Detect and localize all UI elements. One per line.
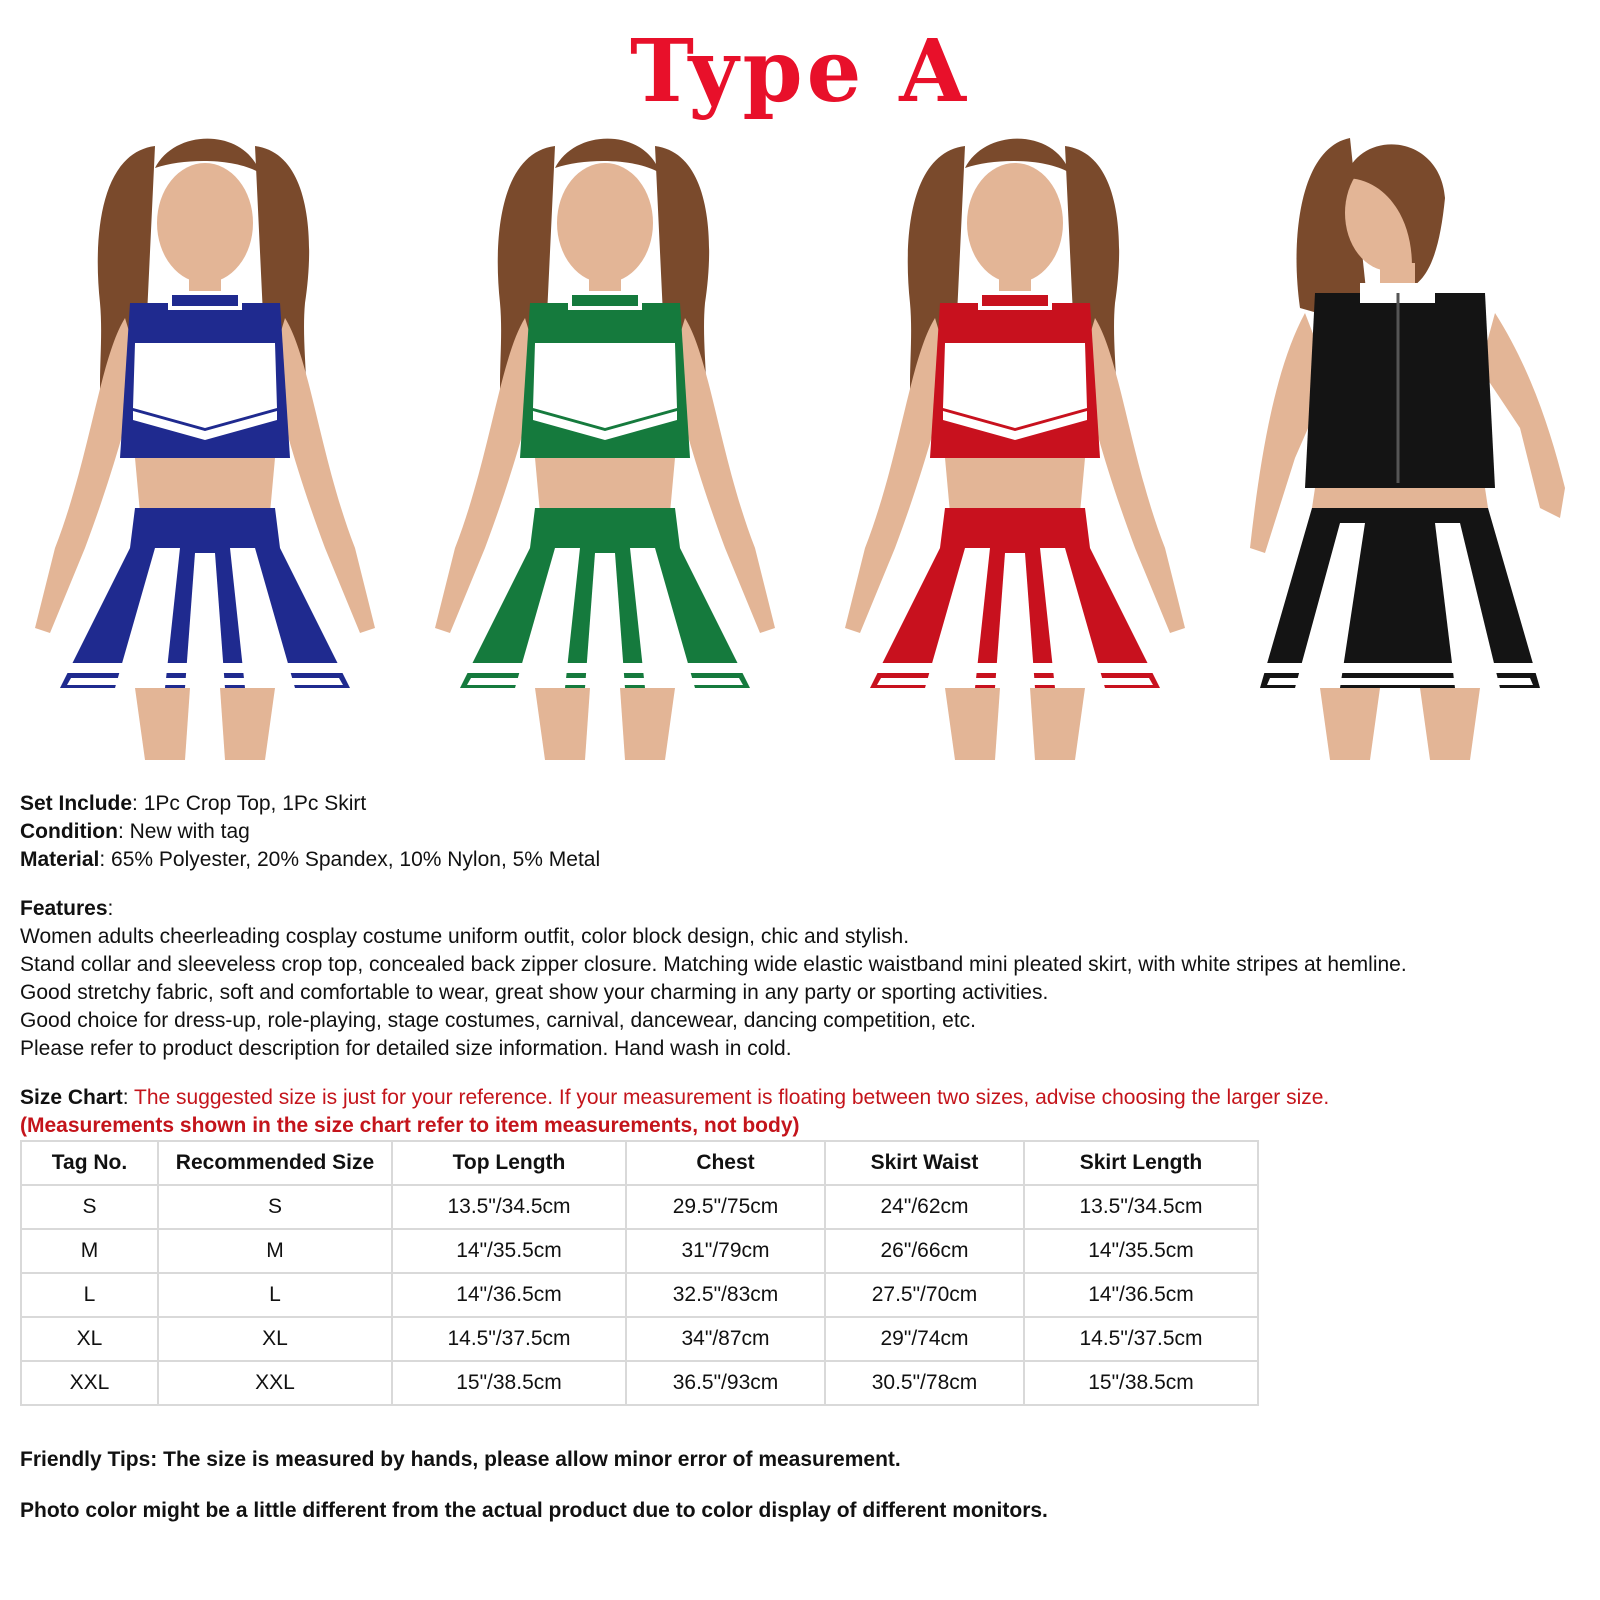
- features-label: Features: [20, 897, 108, 920]
- product-photo-blue: [0, 128, 410, 760]
- table-cell: 14.5"/37.5cm: [1024, 1317, 1258, 1361]
- table-cell: 14"/36.5cm: [392, 1273, 626, 1317]
- table-row: [21, 1361, 1258, 1405]
- features-colon: :: [107, 897, 114, 920]
- col-header-top-length: Top Length: [392, 1141, 626, 1185]
- size-chart-measurement-note: (Measurements shown in the size chart refer to item measurements, not body): [20, 1114, 800, 1137]
- table-cell: XL: [21, 1317, 158, 1361]
- size-chart-heading: [20, 1084, 1407, 1112]
- table-cell: XXL: [158, 1361, 392, 1405]
- feature-line: Good stretchy fabric, soft and comfortable to wear, great show your charming in any party or sporting activities.: [20, 981, 1049, 1004]
- table-cell: XL: [158, 1317, 392, 1361]
- table-cell: L: [158, 1273, 392, 1317]
- table-cell: 36.5"/93cm: [626, 1361, 825, 1405]
- table-cell: 34"/87cm: [626, 1317, 825, 1361]
- table-cell: S: [158, 1185, 392, 1229]
- col-header-skirt-length: Skirt Length: [1024, 1141, 1258, 1185]
- table-cell: 29"/74cm: [825, 1317, 1024, 1361]
- condition-line: [20, 818, 1407, 846]
- table-cell: 13.5"/34.5cm: [1024, 1185, 1258, 1229]
- model-figure-blue: [0, 128, 410, 760]
- table-cell: 31"/79cm: [626, 1229, 825, 1273]
- table-row: [21, 1317, 1258, 1361]
- set-include-label: Set Include: [20, 792, 133, 815]
- table-cell: 30.5"/78cm: [825, 1361, 1024, 1405]
- material-label: Material: [20, 848, 100, 871]
- set-include-value: : 1Pc Crop Top, 1Pc Skirt: [132, 792, 367, 815]
- product-photo-green: [400, 128, 810, 760]
- table-cell: 15"/38.5cm: [392, 1361, 626, 1405]
- table-cell: 26"/66cm: [825, 1229, 1024, 1273]
- table-cell: 14"/35.5cm: [1024, 1229, 1258, 1273]
- table-cell: 14.5"/37.5cm: [392, 1317, 626, 1361]
- table-row: [21, 1273, 1258, 1317]
- size-chart-label: Size Chart: [20, 1086, 123, 1109]
- col-header-chest: Chest: [626, 1141, 825, 1185]
- feature-line: Please refer to product description for detailed size information. Hand wash in cold.: [20, 1037, 792, 1060]
- table-cell: 24"/62cm: [825, 1185, 1024, 1229]
- table-cell: 15"/38.5cm: [1024, 1361, 1258, 1405]
- col-header-skirt-waist: Skirt Waist: [825, 1141, 1024, 1185]
- table-cell: S: [21, 1185, 158, 1229]
- table-cell: M: [21, 1229, 158, 1273]
- material-value: : 65% Polyester, 20% Spandex, 10% Nylon, 5% Metal: [99, 848, 601, 871]
- feature-line: Women adults cheerleading cosplay costume uniform outfit, color block design, chic and stylish.: [20, 925, 910, 948]
- table-cell: M: [158, 1229, 392, 1273]
- product-photo-black-back: [1220, 128, 1600, 760]
- page-title: Type A: [629, 21, 971, 122]
- friendly-tips: Friendly Tips: The size is measured by hands, please allow minor error of measurement.: [20, 1448, 901, 1471]
- table-cell: XXL: [21, 1361, 158, 1405]
- table-cell: 14"/36.5cm: [1024, 1273, 1258, 1317]
- product-photos: [0, 128, 1600, 760]
- features-heading: [20, 895, 1407, 923]
- table-cell: L: [21, 1273, 158, 1317]
- size-chart-note: The suggested size is just for your reference. If your measurement is floating between two sizes, advise choosing the larger size.: [134, 1086, 1330, 1109]
- table-cell: 32.5"/83cm: [626, 1273, 825, 1317]
- size-chart-table: [20, 1140, 1259, 1406]
- size-chart-colon: :: [122, 1086, 134, 1109]
- condition-value: : New with tag: [117, 820, 250, 843]
- table-cell: 29.5"/75cm: [626, 1185, 825, 1229]
- feature-line: Good choice for dress-up, role-playing, stage costumes, carnival, dancewear, dancing competition, etc.: [20, 1009, 977, 1032]
- table-cell: 14"/35.5cm: [392, 1229, 626, 1273]
- table-cell: 13.5"/34.5cm: [392, 1185, 626, 1229]
- model-figure-green: [400, 128, 810, 760]
- set-include-line: [20, 790, 1407, 818]
- col-header-recommended-size: Recommended Size: [158, 1141, 392, 1185]
- product-description: [20, 790, 1407, 1140]
- condition-label: Condition: [20, 820, 118, 843]
- material-line: [20, 846, 1407, 874]
- photo-color-note: Photo color might be a little different from the actual product due to color display of different monitors.: [20, 1499, 1048, 1522]
- table-row: [21, 1229, 1258, 1273]
- model-figure-red: [810, 128, 1220, 760]
- model-figure-black-back: [1220, 128, 1600, 760]
- size-chart-header-row: [21, 1141, 1258, 1185]
- table-cell: 27.5"/70cm: [825, 1273, 1024, 1317]
- col-header-tag-no: Tag No.: [21, 1141, 158, 1185]
- product-photo-red: [810, 128, 1220, 760]
- table-row: [21, 1185, 1258, 1229]
- feature-line: Stand collar and sleeveless crop top, concealed back zipper closure. Matching wide elastic waistband mini pleated skirt, with white stripes at hemline.: [20, 953, 1407, 976]
